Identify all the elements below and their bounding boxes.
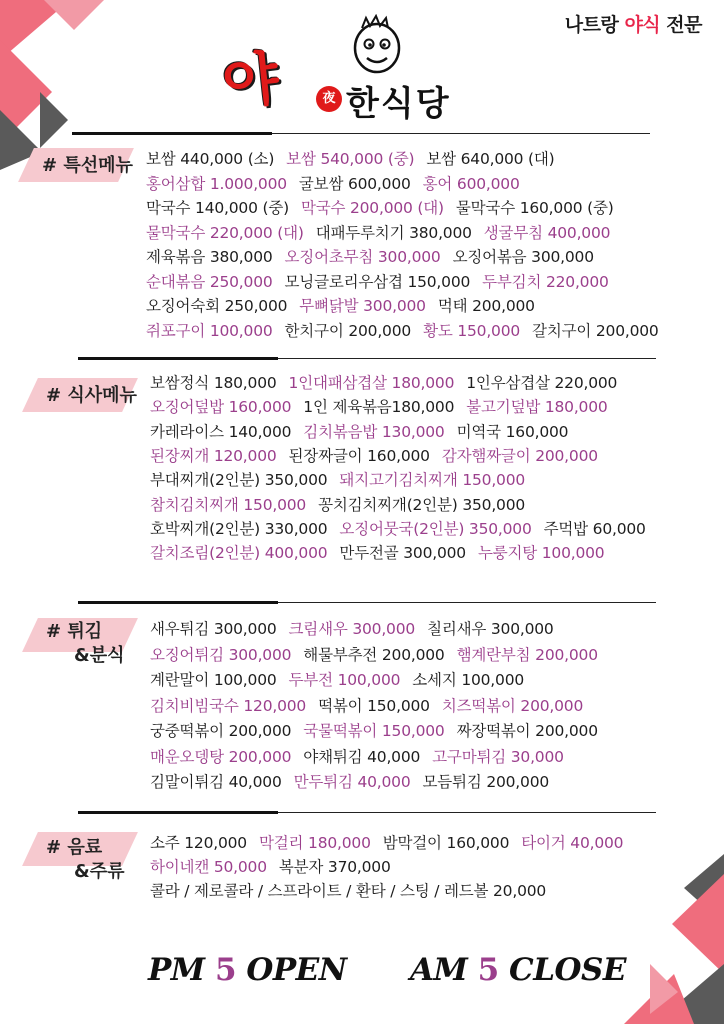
menu-item: 밤막걸이 160,000 (382, 834, 510, 852)
corner-decoration-bottom-right (584, 854, 724, 1024)
menu-item: 갈치조림(2인분) 400,000 (150, 544, 328, 563)
menu-item: 오징어숙회 250,000 (146, 297, 288, 315)
menu-item: 된장찌개 120,000 (150, 446, 277, 465)
menu-row (150, 421, 568, 443)
menu-item: 참치김치찌개 150,000 (150, 495, 307, 514)
menu-item: 떡볶이 150,000 (318, 696, 430, 715)
menu-item: 김말이튀김 40,000 (150, 773, 282, 791)
menu-item: 오징어초무침 300,000 (284, 248, 441, 266)
menu-item: 두부전 100,000 (288, 671, 401, 689)
menu-row (150, 396, 608, 418)
menu-item: 주먹밥 60,000 (543, 519, 646, 538)
menu-row (150, 695, 583, 717)
menu-item: 감자햄짜글이 200,000 (441, 446, 598, 465)
close-prefix: AM (410, 952, 468, 988)
menu-item: 치즈떡볶이 200,000 (441, 696, 584, 715)
menu-item: 홍어 600,000 (422, 174, 520, 193)
menu-item: 소주 120,000 (150, 834, 247, 852)
menu-row (150, 880, 546, 902)
section-title-line: &주류 (74, 861, 125, 882)
menu-item: 복분자 370,000 (278, 858, 391, 876)
menu-row (150, 832, 623, 854)
menu-item: 계란말이 100,000 (150, 671, 277, 689)
corner-decoration-top-left (0, 0, 130, 170)
menu-item: 물막국수 220,000 (대) (146, 223, 304, 242)
menu-item: 야채튀김 40,000 (303, 747, 421, 766)
menu-item: 오징어볶음 300,000 (452, 248, 594, 266)
open-prefix: PM (148, 952, 205, 988)
menu-item: 매운오뎅탕 200,000 (150, 747, 292, 766)
menu-row (150, 445, 598, 467)
menu-row (150, 644, 598, 666)
menu-item: 궁중떡볶이 200,000 (150, 722, 292, 740)
menu-item: 꽁치김치찌개(2인분) 350,000 (318, 495, 526, 514)
menu-row (146, 295, 535, 317)
menu-item: 미역국 160,000 (456, 422, 569, 441)
cartoon-face-icon (348, 14, 406, 76)
menu-item: 먹태 200,000 (437, 297, 535, 315)
menu-row (150, 720, 598, 742)
menu-item: 호박찌개(2인분) 330,000 (150, 519, 328, 538)
menu-item: 칠리새우 300,000 (427, 620, 554, 638)
menu-item: 보쌈 540,000 (중) (286, 150, 415, 168)
menu-item: 보쌈정식 180,000 (150, 374, 277, 392)
menu-item: 오징어덮밥 160,000 (150, 398, 292, 417)
menu-row (146, 320, 659, 342)
section-title-line: # 튀김 (46, 621, 103, 642)
menu-item: 해물부추전 200,000 (303, 645, 445, 664)
menu-item: 한치구이 200,000 (284, 321, 412, 340)
menu-row (150, 542, 604, 564)
menu-item: 두부김치 220,000 (482, 272, 609, 291)
menu-row (150, 494, 525, 516)
section-divider-accent (78, 811, 278, 814)
menu-row (150, 669, 524, 691)
menu-item: 막국수 200,000 (대) (300, 199, 444, 217)
tagline-prefix: 나트랑 (564, 14, 619, 36)
menu-item: 모듬튀김 200,000 (422, 773, 550, 791)
menu-row (150, 618, 554, 640)
tagline-accent: 야식 (624, 14, 661, 36)
menu-row (150, 746, 564, 768)
menu-row (146, 173, 520, 195)
close-hour: 5 (477, 952, 499, 988)
section-title-line: # 식사메뉴 (46, 385, 137, 406)
menu-item: 짜장떡볶이 200,000 (456, 722, 598, 740)
section-title-line: &분식 (74, 645, 125, 666)
menu-row (146, 246, 594, 268)
header-tagline (565, 10, 702, 37)
menu-item: 누룽지탕 100,000 (477, 544, 605, 563)
menu-item: 카레라이스 140,000 (150, 422, 292, 441)
menu-item: 고구마튀김 30,000 (432, 747, 564, 766)
menu-row (146, 271, 609, 293)
menu-item: 하이네캔 50,000 (150, 858, 267, 876)
menu-item: 순대볶음 250,000 (146, 272, 273, 291)
menu-row (146, 148, 555, 170)
menu-item: 대패두루치기 380,000 (315, 223, 472, 242)
menu-item: 보쌈 640,000 (대) (426, 150, 555, 168)
menu-item: 소세지 100,000 (412, 671, 525, 689)
closing-hours (410, 952, 626, 988)
menu-item: 된장짜글이 160,000 (288, 446, 430, 465)
logo-night-badge: 夜 (316, 86, 342, 112)
section-divider-accent (78, 601, 278, 604)
menu-item: 홍어삼합 1.000,000 (146, 174, 287, 193)
open-word: OPEN (246, 952, 347, 988)
menu-item: 제육볶음 380,000 (146, 248, 273, 266)
menu-item: 부대찌개(2인분) 350,000 (150, 471, 328, 490)
menu-item: 황도 150,000 (423, 321, 521, 340)
section-divider-accent (72, 132, 272, 135)
menu-row (146, 197, 614, 219)
menu-item: 갈치구이 200,000 (532, 321, 659, 340)
open-hour: 5 (214, 952, 237, 988)
menu-row (150, 518, 646, 540)
close-word: CLOSE (509, 952, 627, 988)
menu-item: 생굴무침 400,000 (483, 223, 611, 242)
section-title-meal (46, 384, 137, 408)
menu-item: 1인 제육볶음180,000 (303, 398, 455, 417)
menu-row (146, 222, 610, 244)
menu-item: 타이거 40,000 (521, 834, 624, 852)
menu-item: 만두전골 300,000 (339, 544, 466, 563)
menu-item: 오징어뭇국(2인분) 350,000 (339, 519, 532, 538)
menu-item: 무뼈닭발 300,000 (299, 297, 426, 315)
menu-item: 보쌈 440,000 (소) (146, 150, 275, 168)
menu-item: 새우튀김 300,000 (150, 620, 277, 638)
menu-item: 1인우삼겹살 220,000 (466, 374, 618, 392)
tagline-suffix: 전문 (666, 14, 702, 36)
menu-row (150, 372, 617, 394)
section-title-special (42, 154, 133, 178)
menu-row (150, 856, 391, 878)
menu-item: 쥐포구이 100,000 (146, 321, 273, 340)
menu-item: 돼지고기김치찌개 150,000 (339, 471, 526, 490)
menu-item: 오징어튀김 300,000 (150, 645, 292, 664)
menu-item: 물막국수 160,000 (중) (455, 199, 614, 217)
menu-row (150, 771, 549, 793)
restaurant-logo (219, 14, 502, 124)
logo-restaurant-name: 한식당 (346, 84, 451, 124)
section-divider-accent (78, 357, 278, 360)
menu-item: 막걸리 180,000 (258, 834, 371, 852)
menu-item: 1인대패삼겹살 180,000 (288, 374, 455, 392)
opening-hours (148, 952, 347, 988)
menu-item: 모닝글로리우삼겹 150,000 (284, 272, 471, 291)
menu-item: 굴보쌈 600,000 (298, 174, 411, 193)
menu-item: 크림새우 300,000 (288, 620, 416, 638)
menu-item: 국물떡볶이 150,000 (303, 722, 445, 740)
section-title-drinks (46, 836, 124, 884)
menu-item: 김치볶음밥 130,000 (303, 422, 445, 441)
menu-item: 김치비빔국수 120,000 (150, 696, 307, 715)
logo-ya-text: 야 (219, 44, 276, 118)
section-title-fried-snack (46, 620, 124, 668)
menu-item: 만두튀김 40,000 (293, 773, 411, 791)
menu-item: 불고기덮밥 180,000 (466, 398, 608, 417)
menu-item: 햄계란부침 200,000 (456, 645, 598, 664)
section-title-line: # 음료 (46, 837, 103, 858)
menu-row (150, 469, 525, 491)
section-title-line: # 특선메뉴 (42, 155, 133, 176)
menu-item: 콜라 / 제로콜라 / 스프라이트 / 환타 / 스팅 / 레드볼 20,000 (150, 882, 547, 900)
menu-item: 막국수 140,000 (중) (146, 199, 289, 217)
